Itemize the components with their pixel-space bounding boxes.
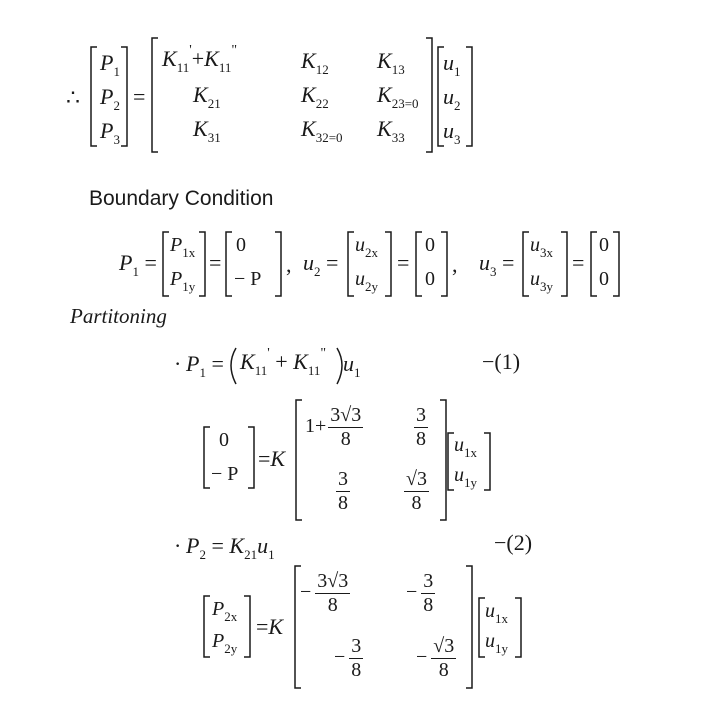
bc-equals: = xyxy=(209,250,222,275)
bc-u2-val-x: 0 xyxy=(425,234,435,256)
eq1-m21: $\frac{3}{8}$ xyxy=(338,468,348,514)
bc-p1x: $P_{1x}$ xyxy=(170,234,196,260)
bc-u2: $u_2$ = xyxy=(303,250,339,279)
bc-comma: , xyxy=(286,252,292,277)
eq1-lhs: $P_1$ = xyxy=(186,351,224,380)
eq2-m22: − $\frac{√3}{8}$ xyxy=(416,635,455,681)
eq1-m22: $\frac{√3}{8}$ xyxy=(406,468,427,514)
eq2-lhs: $P_2 = K_{21}u_1$ xyxy=(186,533,275,562)
eq1-equals-k: =K xyxy=(258,446,286,471)
k12: $K_{12}$ xyxy=(301,48,329,77)
bc-comma: , xyxy=(452,252,458,277)
bc-p1y: $P_{1y}$ xyxy=(170,268,196,294)
eq1-label: −(1) xyxy=(482,349,521,374)
lhs-p1: $P_1$ xyxy=(100,50,120,79)
eq2-m21: − $\frac{3}{8}$ xyxy=(334,635,362,681)
bc-u3x: $u_{3x}$ xyxy=(530,234,553,260)
bc-u3-val-x: 0 xyxy=(599,234,609,256)
bc-u3y: $u_{3y}$ xyxy=(530,268,553,294)
eq1-u1: $u_1$ xyxy=(343,351,361,380)
bc-u3: $u_3$ = xyxy=(479,250,515,279)
bc-p1-val-x: 0 xyxy=(236,234,246,256)
k22: $K_{22}$ xyxy=(301,82,329,111)
bc-u2y: $u_{2y}$ xyxy=(355,268,378,294)
eq2-u1y: $u_{1y}$ xyxy=(485,630,508,656)
k11-prime: $K_{11}'+K_{11}^"$ xyxy=(162,43,238,75)
eq2-p2x: $P_{2x}$ xyxy=(212,598,238,624)
bc-u3-val-y: 0 xyxy=(599,268,609,290)
bc-u2-val-y: 0 xyxy=(425,268,435,290)
eq1-u1y: $u_{1y}$ xyxy=(454,464,477,490)
k21: $K_{21}$ xyxy=(193,82,221,111)
eq1-m11: 1+ $\frac{3√3}{8}$ xyxy=(305,404,362,450)
k31: $K_{31}$ xyxy=(193,116,221,145)
bc-p1: $P_1$ = xyxy=(119,250,157,279)
eq2-equals-k: =K xyxy=(256,614,284,639)
eq2-p2y: $P_{2y}$ xyxy=(212,630,238,656)
bc-u2x: $u_{2x}$ xyxy=(355,234,378,260)
eq2-bullet: · xyxy=(174,533,182,558)
lhs-p3: $P_3$ xyxy=(100,118,120,147)
rhs-u3: $u_3$ xyxy=(443,118,461,147)
eq2-m12: − $\frac{3}{8}$ xyxy=(406,570,434,616)
eq1-k-sum: $K_{11}' + K_{11}^"$ xyxy=(240,346,327,378)
eq1-vec-y: − P xyxy=(211,463,239,485)
k33: $K_{33}$ xyxy=(377,116,405,145)
eq2-u1x: $u_{1x}$ xyxy=(485,600,508,626)
bc-equals: = xyxy=(397,250,410,275)
bc-equals: = xyxy=(572,250,585,275)
eq1-m12: $\frac{3}{8}$ xyxy=(416,404,426,450)
eq2-m11: − $\frac{3√3}{8}$ xyxy=(300,570,349,616)
eq2-label: −(2) xyxy=(494,530,533,555)
k23: $K_{23=0}$ xyxy=(377,82,419,111)
k13: $K_{13}$ xyxy=(377,48,405,77)
lhs-p2: $P_2$ xyxy=(100,84,120,113)
partitioning-heading: Partitoning xyxy=(70,304,167,328)
therefore-symbol: ∴ xyxy=(66,85,80,110)
eq1-bullet: · xyxy=(174,351,182,376)
eq1-u1x: $u_{1x}$ xyxy=(454,434,477,460)
eq1-vec-x: 0 xyxy=(219,429,229,451)
rhs-u1: $u_1$ xyxy=(443,50,461,79)
k32: $K_{32=0}$ xyxy=(301,116,343,145)
boundary-condition-heading: Boundary Condition xyxy=(89,187,274,210)
rhs-u2: $u_2$ xyxy=(443,84,461,113)
equals-sign: = xyxy=(133,84,146,109)
bc-p1-val-y: − P xyxy=(234,268,262,290)
